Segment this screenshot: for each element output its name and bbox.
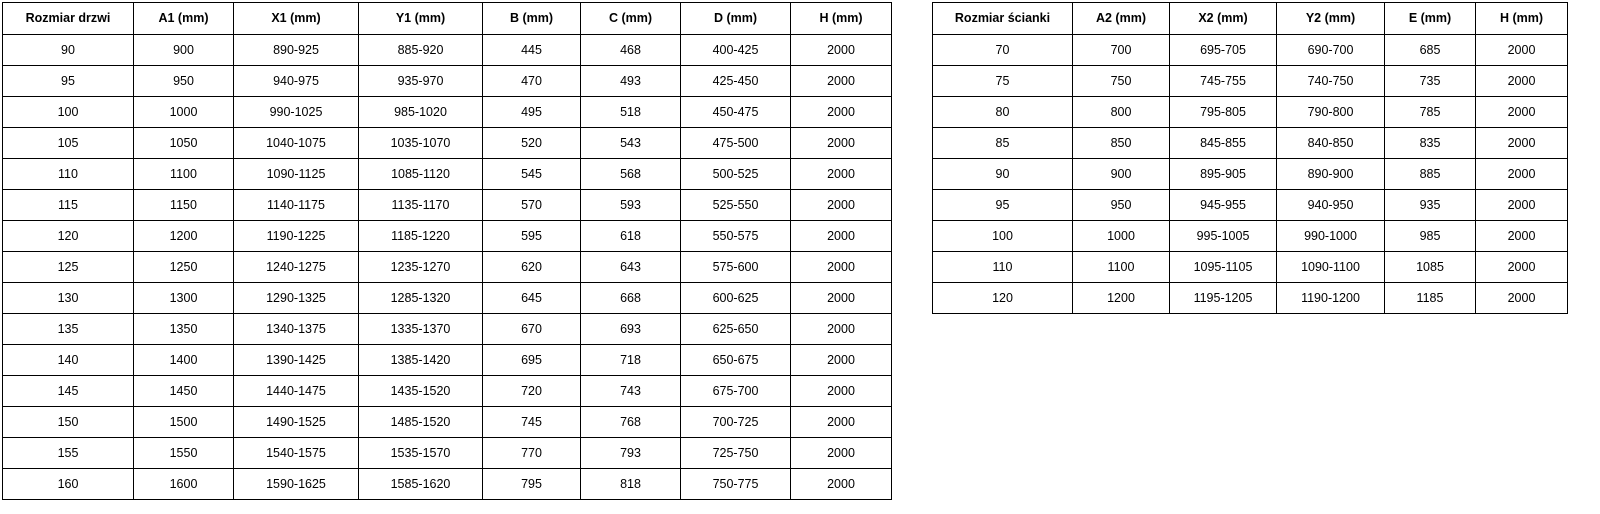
cell-h: 2000 <box>791 407 892 438</box>
cell-b: 745 <box>483 407 581 438</box>
cell-a1: 900 <box>134 35 234 66</box>
cell-y1: 1485-1520 <box>359 407 483 438</box>
cell-h: 2000 <box>791 66 892 97</box>
cell-x1: 1040-1075 <box>234 128 359 159</box>
cell-y1: 1585-1620 <box>359 469 483 500</box>
cell-x2: 795-805 <box>1170 97 1277 128</box>
cell-d: 750-775 <box>681 469 791 500</box>
table-row <box>3 376 892 407</box>
cell-wall-size: 100 <box>933 221 1073 252</box>
cell-d: 450-475 <box>681 97 791 128</box>
cell-c: 793 <box>581 438 681 469</box>
cell-door-size: 160 <box>3 469 134 500</box>
table-row <box>3 252 892 283</box>
cell-e: 1185 <box>1385 283 1476 314</box>
cell-c: 818 <box>581 469 681 500</box>
cell-y1: 885-920 <box>359 35 483 66</box>
table-row <box>3 97 892 128</box>
column-header-x1: X1 (mm) <box>234 3 359 35</box>
cell-door-size: 130 <box>3 283 134 314</box>
column-header-e: E (mm) <box>1385 3 1476 35</box>
cell-x2: 1095-1105 <box>1170 252 1277 283</box>
table-row <box>3 35 892 66</box>
cell-y1: 1385-1420 <box>359 345 483 376</box>
cell-h: 2000 <box>1476 66 1568 97</box>
wall-size-table-container <box>932 2 1568 314</box>
cell-door-size: 150 <box>3 407 134 438</box>
door-size-table <box>2 2 892 500</box>
column-header-h: H (mm) <box>1476 3 1568 35</box>
cell-y2: 890-900 <box>1277 159 1385 190</box>
table-header-row <box>3 3 892 35</box>
column-header-wall-size: Rozmiar ścianki <box>933 3 1073 35</box>
cell-h: 2000 <box>1476 35 1568 66</box>
cell-wall-size: 70 <box>933 35 1073 66</box>
cell-a1: 1300 <box>134 283 234 314</box>
cell-a2: 850 <box>1073 128 1170 159</box>
cell-x2: 845-855 <box>1170 128 1277 159</box>
table-row <box>933 221 1568 252</box>
cell-b: 720 <box>483 376 581 407</box>
table-row <box>3 314 892 345</box>
cell-d: 600-625 <box>681 283 791 314</box>
cell-x1: 1390-1425 <box>234 345 359 376</box>
table-row <box>3 407 892 438</box>
cell-a1: 1450 <box>134 376 234 407</box>
table-row <box>3 128 892 159</box>
cell-d: 425-450 <box>681 66 791 97</box>
cell-c: 593 <box>581 190 681 221</box>
cell-door-size: 140 <box>3 345 134 376</box>
cell-x1: 1590-1625 <box>234 469 359 500</box>
cell-a2: 1100 <box>1073 252 1170 283</box>
cell-y2: 1090-1100 <box>1277 252 1385 283</box>
cell-a2: 700 <box>1073 35 1170 66</box>
cell-x1: 1540-1575 <box>234 438 359 469</box>
cell-x1: 1490-1525 <box>234 407 359 438</box>
cell-door-size: 135 <box>3 314 134 345</box>
cell-wall-size: 80 <box>933 97 1073 128</box>
cell-e: 985 <box>1385 221 1476 252</box>
cell-a1: 950 <box>134 66 234 97</box>
cell-a2: 750 <box>1073 66 1170 97</box>
cell-x2: 945-955 <box>1170 190 1277 221</box>
cell-b: 595 <box>483 221 581 252</box>
cell-door-size: 105 <box>3 128 134 159</box>
table-row <box>933 190 1568 221</box>
cell-a1: 1250 <box>134 252 234 283</box>
cell-door-size: 120 <box>3 221 134 252</box>
cell-x1: 990-1025 <box>234 97 359 128</box>
cell-h: 2000 <box>1476 190 1568 221</box>
cell-c: 643 <box>581 252 681 283</box>
cell-b: 520 <box>483 128 581 159</box>
wall-size-table <box>932 2 1568 314</box>
cell-x2: 995-1005 <box>1170 221 1277 252</box>
cell-b: 695 <box>483 345 581 376</box>
cell-c: 543 <box>581 128 681 159</box>
column-header-door-size: Rozmiar drzwi <box>3 3 134 35</box>
cell-b: 545 <box>483 159 581 190</box>
cell-wall-size: 90 <box>933 159 1073 190</box>
cell-wall-size: 95 <box>933 190 1073 221</box>
cell-wall-size: 75 <box>933 66 1073 97</box>
cell-a2: 1000 <box>1073 221 1170 252</box>
cell-h: 2000 <box>791 252 892 283</box>
cell-h: 2000 <box>1476 221 1568 252</box>
cell-d: 550-575 <box>681 221 791 252</box>
cell-h: 2000 <box>791 376 892 407</box>
cell-y1: 1335-1370 <box>359 314 483 345</box>
cell-a1: 1000 <box>134 97 234 128</box>
cell-c: 493 <box>581 66 681 97</box>
cell-a1: 1600 <box>134 469 234 500</box>
table-row <box>3 283 892 314</box>
cell-d: 575-600 <box>681 252 791 283</box>
table-row <box>3 66 892 97</box>
cell-x1: 1190-1225 <box>234 221 359 252</box>
table-row <box>3 190 892 221</box>
cell-x2: 1195-1205 <box>1170 283 1277 314</box>
cell-h: 2000 <box>791 438 892 469</box>
cell-y1: 985-1020 <box>359 97 483 128</box>
cell-a1: 1050 <box>134 128 234 159</box>
cell-c: 693 <box>581 314 681 345</box>
cell-h: 2000 <box>1476 159 1568 190</box>
cell-y1: 1535-1570 <box>359 438 483 469</box>
cell-a2: 900 <box>1073 159 1170 190</box>
cell-x2: 745-755 <box>1170 66 1277 97</box>
cell-d: 725-750 <box>681 438 791 469</box>
cell-e: 835 <box>1385 128 1476 159</box>
cell-x1: 1240-1275 <box>234 252 359 283</box>
cell-door-size: 110 <box>3 159 134 190</box>
cell-h: 2000 <box>791 190 892 221</box>
table-row <box>933 128 1568 159</box>
cell-door-size: 100 <box>3 97 134 128</box>
table-row <box>3 438 892 469</box>
cell-d: 625-650 <box>681 314 791 345</box>
cell-a2: 1200 <box>1073 283 1170 314</box>
cell-d: 525-550 <box>681 190 791 221</box>
cell-a1: 1400 <box>134 345 234 376</box>
cell-e: 785 <box>1385 97 1476 128</box>
cell-wall-size: 120 <box>933 283 1073 314</box>
cell-c: 618 <box>581 221 681 252</box>
cell-x1: 1140-1175 <box>234 190 359 221</box>
cell-c: 568 <box>581 159 681 190</box>
cell-y1: 1185-1220 <box>359 221 483 252</box>
cell-h: 2000 <box>791 345 892 376</box>
cell-c: 718 <box>581 345 681 376</box>
table-row <box>933 97 1568 128</box>
cell-h: 2000 <box>791 128 892 159</box>
cell-c: 743 <box>581 376 681 407</box>
column-header-h: H (mm) <box>791 3 892 35</box>
table-row <box>3 345 892 376</box>
cell-x1: 940-975 <box>234 66 359 97</box>
cell-door-size: 90 <box>3 35 134 66</box>
table-row <box>933 35 1568 66</box>
cell-e: 885 <box>1385 159 1476 190</box>
cell-y1: 1085-1120 <box>359 159 483 190</box>
cell-y2: 790-800 <box>1277 97 1385 128</box>
cell-y2: 1190-1200 <box>1277 283 1385 314</box>
cell-door-size: 145 <box>3 376 134 407</box>
cell-d: 700-725 <box>681 407 791 438</box>
cell-d: 400-425 <box>681 35 791 66</box>
door-size-table-container <box>2 2 892 500</box>
cell-a1: 1550 <box>134 438 234 469</box>
cell-b: 645 <box>483 283 581 314</box>
cell-a1: 1200 <box>134 221 234 252</box>
cell-h: 2000 <box>1476 283 1568 314</box>
column-header-y1: Y1 (mm) <box>359 3 483 35</box>
cell-h: 2000 <box>1476 97 1568 128</box>
cell-e: 685 <box>1385 35 1476 66</box>
cell-h: 2000 <box>791 35 892 66</box>
table-row <box>3 469 892 500</box>
column-header-a1: A1 (mm) <box>134 3 234 35</box>
cell-c: 668 <box>581 283 681 314</box>
cell-d: 675-700 <box>681 376 791 407</box>
table-row <box>933 252 1568 283</box>
cell-h: 2000 <box>791 221 892 252</box>
cell-b: 570 <box>483 190 581 221</box>
cell-h: 2000 <box>791 283 892 314</box>
cell-b: 620 <box>483 252 581 283</box>
cell-h: 2000 <box>791 159 892 190</box>
column-header-d: D (mm) <box>681 3 791 35</box>
cell-a1: 1150 <box>134 190 234 221</box>
cell-a1: 1500 <box>134 407 234 438</box>
column-header-y2: Y2 (mm) <box>1277 3 1385 35</box>
cell-y2: 990-1000 <box>1277 221 1385 252</box>
cell-x2: 695-705 <box>1170 35 1277 66</box>
cell-y1: 935-970 <box>359 66 483 97</box>
cell-c: 768 <box>581 407 681 438</box>
cell-y2: 940-950 <box>1277 190 1385 221</box>
cell-x1: 1440-1475 <box>234 376 359 407</box>
cell-y1: 1135-1170 <box>359 190 483 221</box>
cell-h: 2000 <box>1476 128 1568 159</box>
cell-c: 518 <box>581 97 681 128</box>
table-row <box>933 159 1568 190</box>
cell-door-size: 95 <box>3 66 134 97</box>
cell-e: 935 <box>1385 190 1476 221</box>
cell-y1: 1035-1070 <box>359 128 483 159</box>
table-row <box>3 159 892 190</box>
cell-b: 495 <box>483 97 581 128</box>
cell-y1: 1435-1520 <box>359 376 483 407</box>
cell-a2: 950 <box>1073 190 1170 221</box>
cell-wall-size: 110 <box>933 252 1073 283</box>
cell-h: 2000 <box>1476 252 1568 283</box>
cell-c: 468 <box>581 35 681 66</box>
cell-y2: 840-850 <box>1277 128 1385 159</box>
cell-b: 470 <box>483 66 581 97</box>
cell-h: 2000 <box>791 314 892 345</box>
cell-wall-size: 85 <box>933 128 1073 159</box>
cell-x2: 895-905 <box>1170 159 1277 190</box>
cell-a2: 800 <box>1073 97 1170 128</box>
cell-h: 2000 <box>791 97 892 128</box>
column-header-b: B (mm) <box>483 3 581 35</box>
cell-a1: 1100 <box>134 159 234 190</box>
column-header-c: C (mm) <box>581 3 681 35</box>
cell-h: 2000 <box>791 469 892 500</box>
cell-x1: 1090-1125 <box>234 159 359 190</box>
cell-y1: 1285-1320 <box>359 283 483 314</box>
cell-y2: 690-700 <box>1277 35 1385 66</box>
cell-e: 1085 <box>1385 252 1476 283</box>
cell-d: 650-675 <box>681 345 791 376</box>
table-row <box>933 283 1568 314</box>
table-row <box>3 221 892 252</box>
table-header-row <box>933 3 1568 35</box>
cell-x1: 1290-1325 <box>234 283 359 314</box>
column-header-x2: X2 (mm) <box>1170 3 1277 35</box>
cell-door-size: 125 <box>3 252 134 283</box>
cell-b: 670 <box>483 314 581 345</box>
cell-door-size: 155 <box>3 438 134 469</box>
column-header-a2: A2 (mm) <box>1073 3 1170 35</box>
cell-x1: 1340-1375 <box>234 314 359 345</box>
cell-b: 795 <box>483 469 581 500</box>
cell-a1: 1350 <box>134 314 234 345</box>
cell-b: 445 <box>483 35 581 66</box>
cell-door-size: 115 <box>3 190 134 221</box>
cell-y2: 740-750 <box>1277 66 1385 97</box>
table-row <box>933 66 1568 97</box>
cell-x1: 890-925 <box>234 35 359 66</box>
cell-d: 500-525 <box>681 159 791 190</box>
cell-y1: 1235-1270 <box>359 252 483 283</box>
cell-b: 770 <box>483 438 581 469</box>
cell-d: 475-500 <box>681 128 791 159</box>
cell-e: 735 <box>1385 66 1476 97</box>
